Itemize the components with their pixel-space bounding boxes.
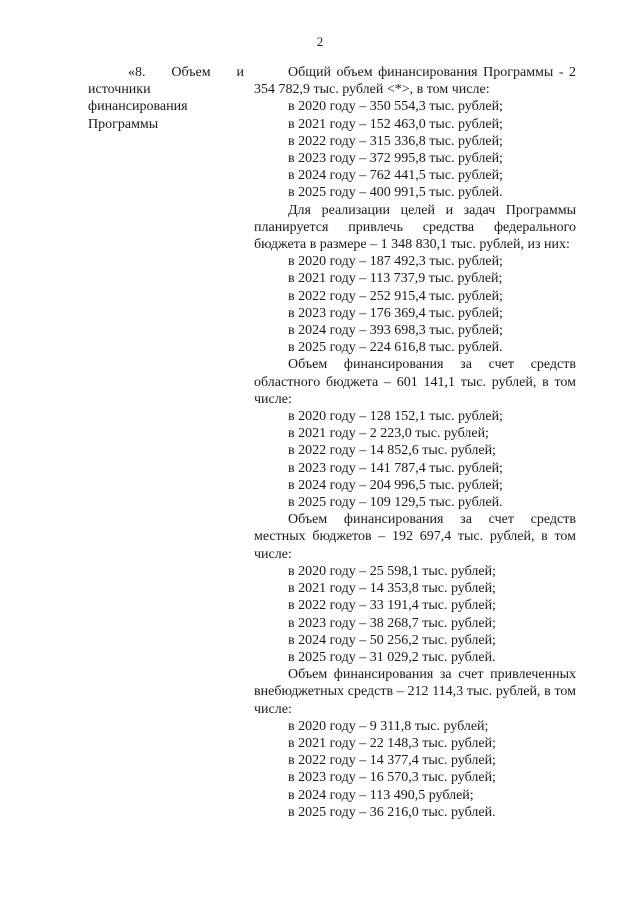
year-amount: в 2021 году – 152 463,0 тыс. рублей; <box>288 116 503 132</box>
year-amount: в 2021 году – 22 148,3 тыс. рублей; <box>288 735 496 751</box>
year-amount: в 2020 году – 128 152,1 тыс. рублей; <box>288 409 503 425</box>
row-label-first-line <box>88 64 244 81</box>
year-amount: в 2022 году – 14 377,4 тыс. рублей; <box>288 753 496 769</box>
section-intro: Объем финансирования за счет средств областного бюджета – 601 141,1 тыс. рублей, в том числе: <box>254 357 576 407</box>
year-amount: в 2022 году – 33 191,4 тыс. рублей; <box>288 598 496 614</box>
financing-text-cell <box>254 64 576 821</box>
year-amount: в 2023 году – 176 369,4 тыс. рублей; <box>288 305 503 321</box>
year-amount: в 2025 году – 400 991,5 тыс. рублей. <box>288 185 503 201</box>
year-amount: в 2024 году – 393 698,3 тыс. рублей; <box>288 323 503 339</box>
section-intro: Общий объем финансирования Программы - 2 354 782,9 тыс. рублей <*>, в том числе: <box>254 65 576 98</box>
year-amount: в 2025 году – 109 129,5 тыс. рублей. <box>288 495 503 511</box>
row-label-word: Объем <box>171 65 211 80</box>
year-amount: в 2020 году – 187 492,3 тыс. рублей; <box>288 254 503 270</box>
year-amount: в 2024 году – 50 256,2 тыс. рублей; <box>288 632 496 648</box>
year-amount: в 2023 году – 141 787,4 тыс. рублей; <box>288 460 503 476</box>
row-label-cell <box>88 64 244 133</box>
row-label-line: Программы <box>88 116 159 132</box>
year-amount: в 2022 году – 315 336,8 тыс. рублей; <box>288 133 503 149</box>
year-amount: в 2025 году – 224 616,8 тыс. рублей. <box>288 340 503 356</box>
row-label-line: источники <box>88 82 151 98</box>
row-number: «8. <box>128 65 146 80</box>
year-amount: в 2025 году – 31 029,2 тыс. рублей. <box>288 649 496 665</box>
page-number: 2 <box>316 34 324 49</box>
year-amount: в 2024 году – 204 996,5 тыс. рублей; <box>288 477 503 493</box>
section-intro: Объем финансирования за счет средств местных бюджетов – 192 697,4 тыс. рублей, в том числе: <box>254 512 576 562</box>
year-amount: в 2022 году – 252 915,4 тыс. рублей; <box>288 288 503 304</box>
year-amount: в 2020 году – 25 598,1 тыс. рублей; <box>288 563 496 579</box>
year-amount: в 2021 году – 113 737,9 тыс. рублей; <box>288 271 503 287</box>
row-label-word: и <box>236 65 244 80</box>
year-amount: в 2023 году – 16 570,3 тыс. рублей; <box>288 770 496 786</box>
year-amount: в 2020 году – 350 554,3 тыс. рублей; <box>288 99 503 115</box>
year-amount: в 2022 году – 14 852,6 тыс. рублей; <box>288 443 496 459</box>
section-intro: Для реализации целей и задач Программы планируется привлечь средства федерального бюджета в размере – 1 348 830,1 тыс. рублей, из них: <box>254 202 576 253</box>
row-label-line: финансирования <box>88 99 188 115</box>
section-intro: Объем финансирования за счет привлеченных внебюджетных средств – 212 114,3 тыс. рублей, в том числе: <box>254 667 576 717</box>
year-amount: в 2021 году – 2 223,0 тыс. рублей; <box>288 426 489 442</box>
year-amount: в 2023 году – 372 995,8 тыс. рублей; <box>288 151 503 167</box>
year-amount: в 2024 году – 113 490,5 рублей; <box>288 787 474 803</box>
year-amount: в 2024 году – 762 441,5 тыс. рублей; <box>288 168 503 184</box>
year-amount: в 2025 году – 36 216,0 тыс. рублей. <box>288 804 496 820</box>
year-amount: в 2023 году – 38 268,7 тыс. рублей; <box>288 615 496 631</box>
year-amount: в 2020 году – 9 311,8 тыс. рублей; <box>288 718 489 734</box>
year-amount: в 2021 году – 14 353,8 тыс. рублей; <box>288 581 496 597</box>
